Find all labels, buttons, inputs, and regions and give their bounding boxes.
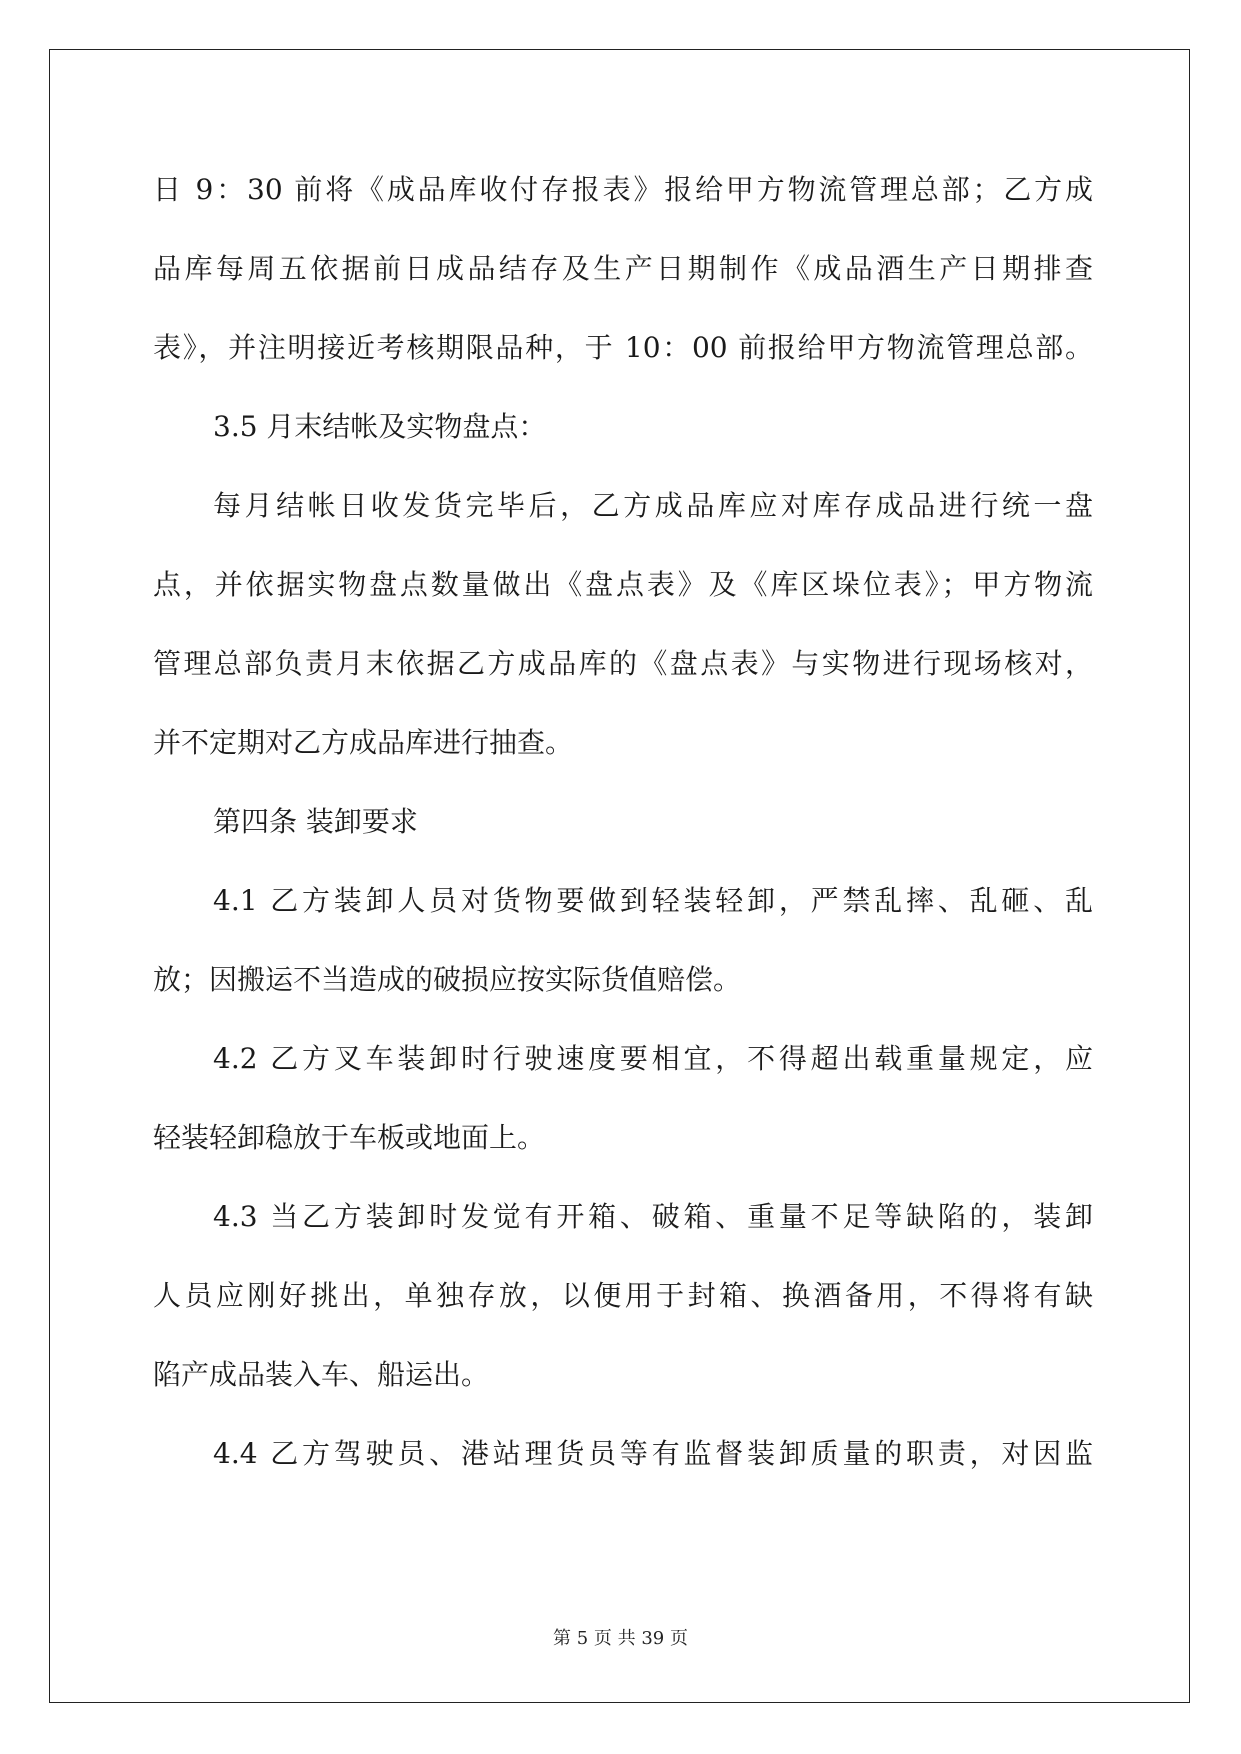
text-line-content: 4.1 乙方装卸人员对货物要做到轻装轻卸，严禁乱摔、乱砸、乱 [213,884,1093,917]
text-line [153,861,1093,940]
text-line-content: 并不定期对乙方成品库进行抽查。 [153,726,574,759]
text-line [153,308,1093,387]
text-line [153,624,1093,703]
text-line [153,466,1093,545]
text-line [153,1414,1093,1493]
text-line [153,1256,1093,1335]
text-line [153,1177,1093,1256]
document-body [153,150,1093,1493]
text-line-content: 4.2 乙方叉车装卸时行驶速度要相宜，不得超出载重量规定，应 [213,1042,1093,1075]
page-number: 第 5 页 共 39 页 [553,1628,688,1649]
text-line-content: 表》，并注明接近考核期限品种，于 10：00 前报给甲方物流管理总部。 [153,331,1093,364]
text-line [153,229,1093,308]
section-heading: 3.5 月末结帐及实物盘点： [213,410,547,443]
text-line-content: 人员应刚好挑出，单独存放，以便用于封箱、换酒备用，不得将有缺 [153,1279,1093,1312]
text-line-content: 4.4 乙方驾驶员、港站理货员等有监督装卸质量的职责，对因监 [213,1437,1093,1470]
text-line-content: 日 9：30 前将《成品库收付存报表》报给甲方物流管理总部；乙方成 [153,173,1093,206]
text-line [153,703,1093,782]
text-line [153,782,1093,861]
text-line-content: 放；因搬运不当造成的破损应按实际货值赔偿。 [153,963,742,996]
text-line-content: 陷产成品装入车、船运出。 [153,1358,490,1391]
text-line [153,150,1093,229]
text-line [153,1019,1093,1098]
text-line [153,940,1093,1019]
text-line [153,1335,1093,1414]
page-footer [0,1624,1241,1650]
text-line-content: 每月结帐日收发货完毕后，乙方成品库应对库存成品进行统一盘 [213,489,1093,522]
text-line-content: 4.3 当乙方装卸时发觉有开箱、破箱、重量不足等缺陷的，装卸 [213,1200,1093,1233]
text-line-content: 点，并依据实物盘点数量做出《盘点表》及《库区垛位表》；甲方物流 [153,568,1093,601]
text-line-content: 品库每周五依据前日成品结存及生产日期制作《成品酒生产日期排查 [153,252,1093,285]
text-line [153,387,1093,466]
text-line [153,1098,1093,1177]
text-line [153,545,1093,624]
article-heading: 第四条 装卸要求 [213,805,418,838]
text-line-content: 管理总部负责月末依据乙方成品库的《盘点表》与实物进行现场核对， [153,647,1093,680]
text-line-content: 轻装轻卸稳放于车板或地面上。 [153,1121,546,1154]
